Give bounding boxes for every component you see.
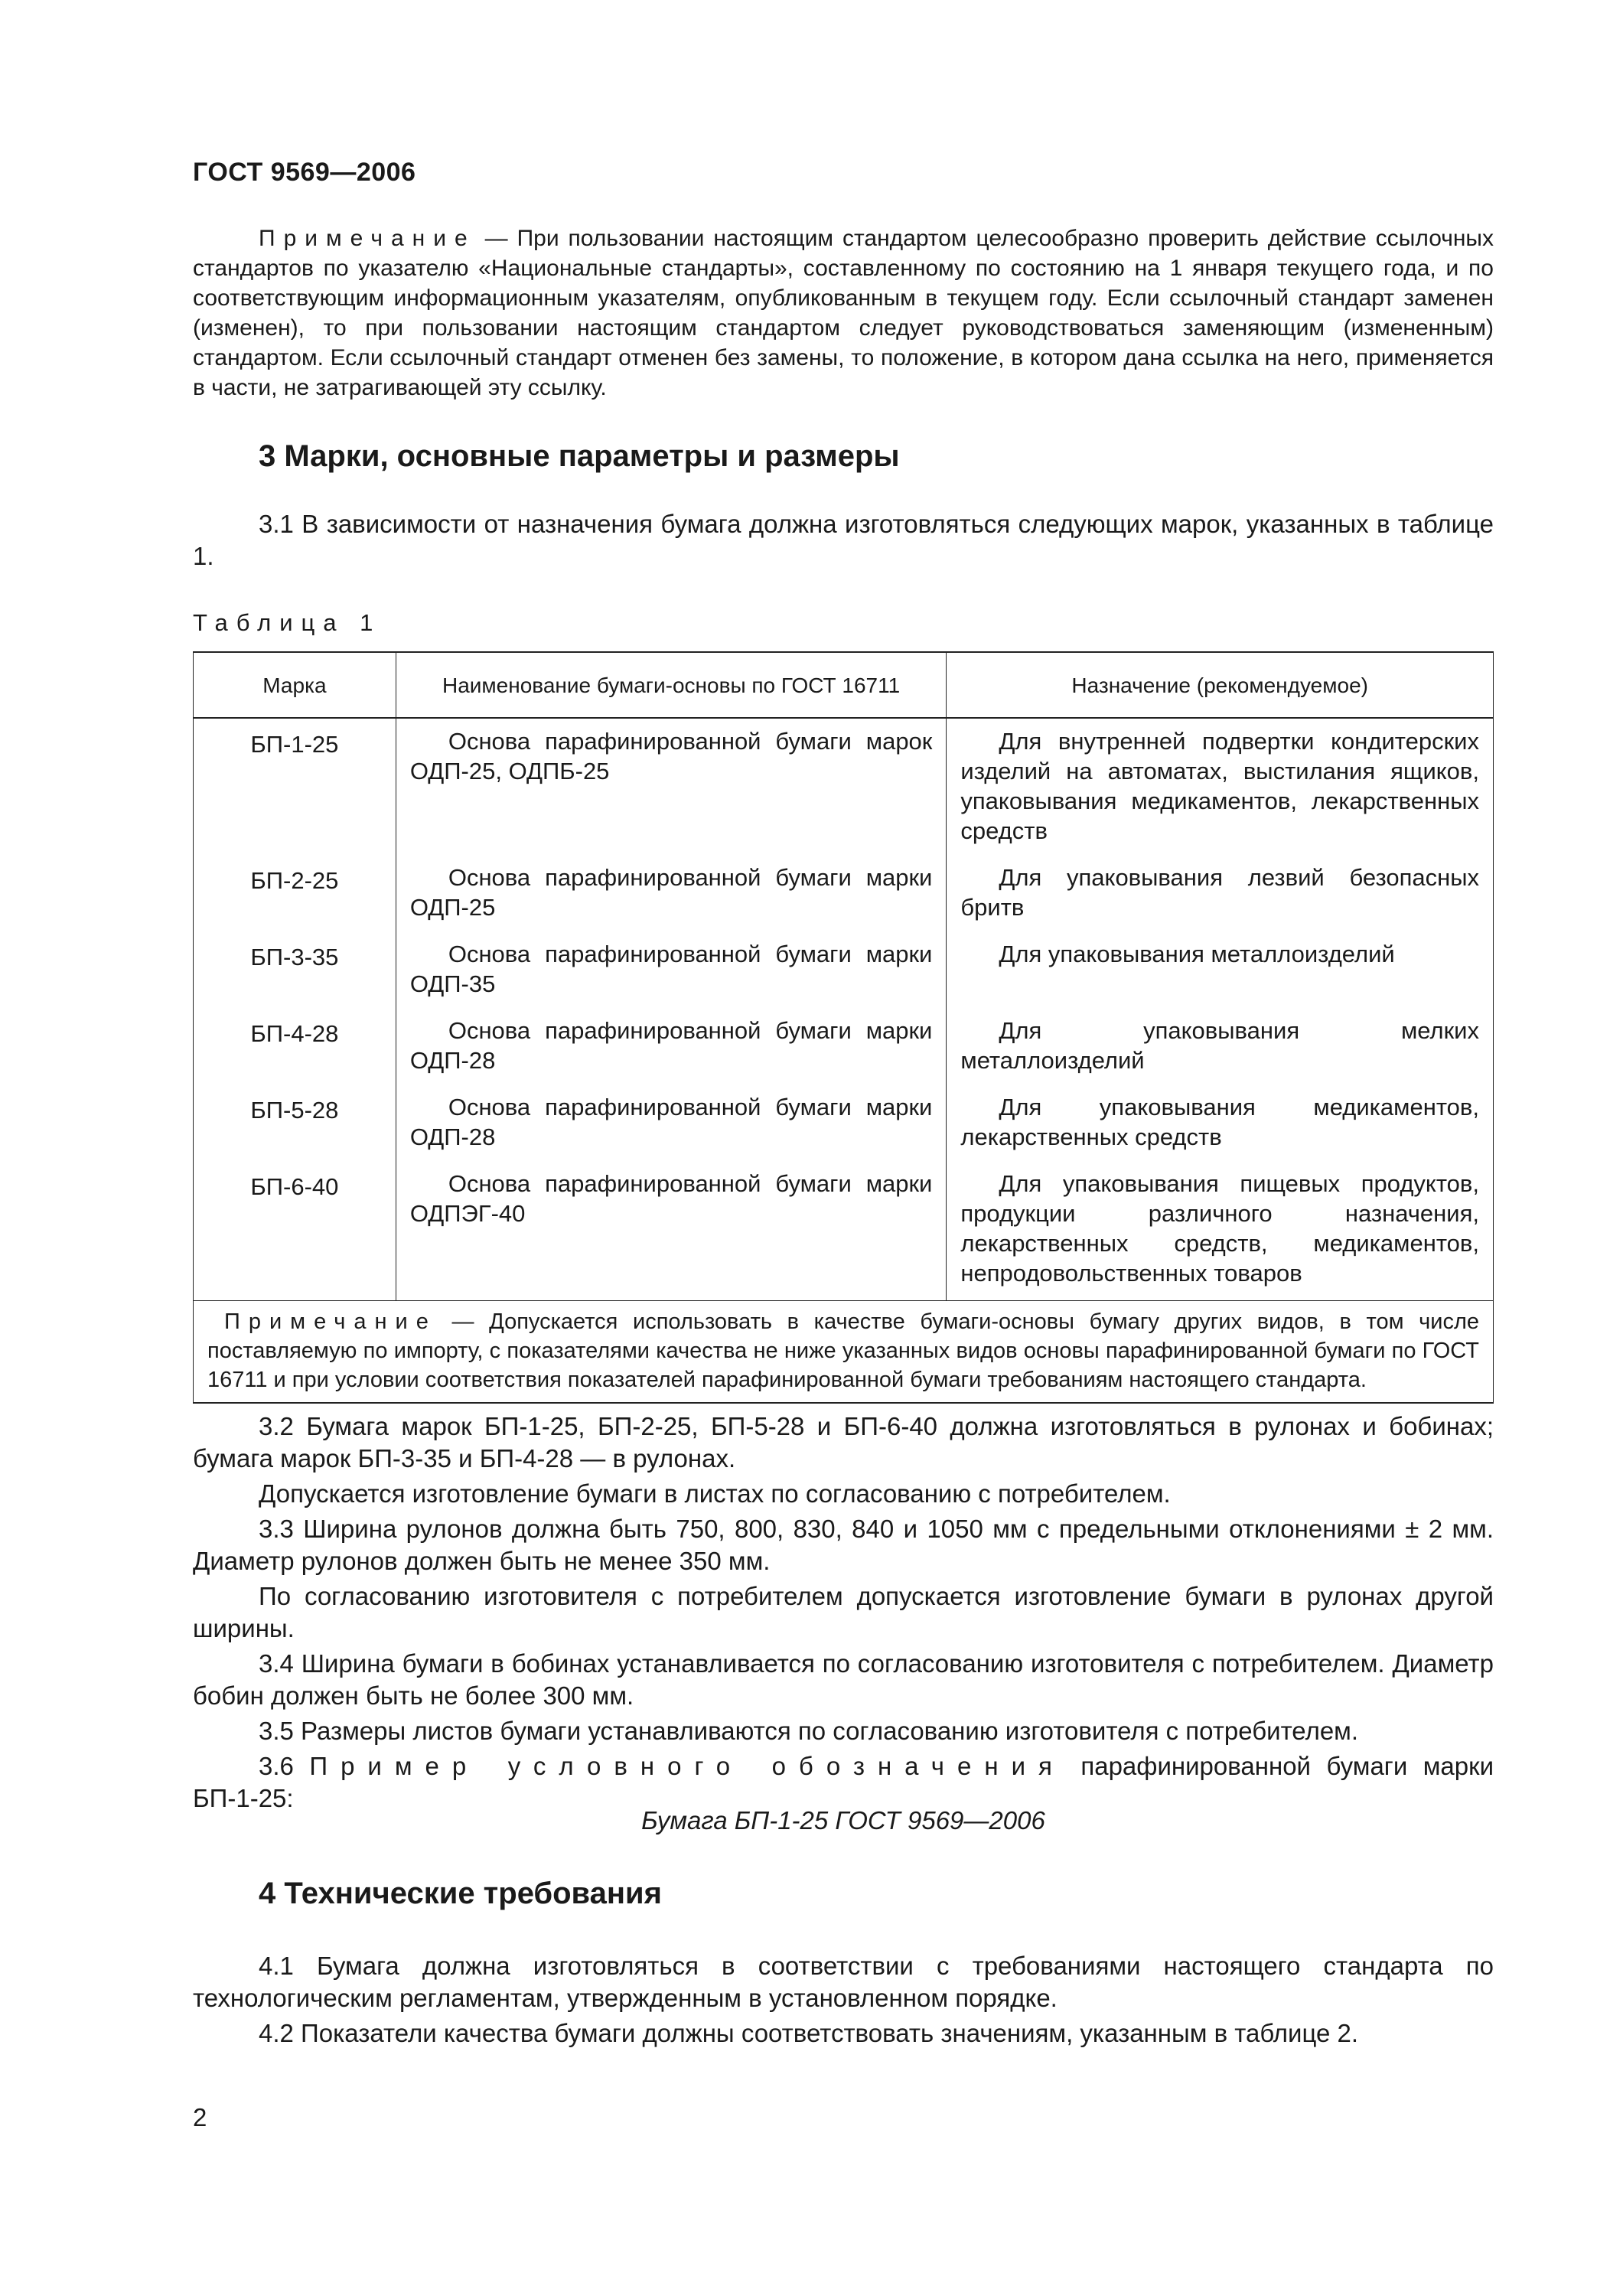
paragraph-3-1 bbox=[193, 508, 1494, 572]
paragraph-3-6-text: парафинированной бумаги марки БП-1-25: bbox=[193, 1752, 1494, 1812]
table-row bbox=[194, 855, 1494, 931]
cell-purpose: Для упаковывания мелких металлоизделий bbox=[947, 1008, 1494, 1084]
table-row bbox=[194, 1008, 1494, 1084]
cell-mark: БП-2-25 bbox=[194, 855, 396, 931]
cell-purpose: Для упаковывания медикаментов, лекарственных средств bbox=[947, 1084, 1494, 1161]
cell-purpose: Для упаковывания лезвий безопасных бритв bbox=[947, 855, 1494, 931]
cell-purpose: Для внутренней подвертки кондитерских изделий на автоматах, выстилания ящиков, упаковывания медикаментов, лекарственных средств bbox=[947, 718, 1494, 855]
paragraph-3-5: 3.5 Размеры листов бумаги устанавливаются по согласованию изготовителя с потребителем. bbox=[259, 1717, 1359, 1745]
column-header-mark: Марка bbox=[194, 652, 396, 718]
intro-note-label: Примечание bbox=[259, 226, 476, 251]
table-row bbox=[194, 931, 1494, 1008]
cell-base-paper: Основа парафинированной бумаги марки ОДПЭГ-40 bbox=[396, 1161, 947, 1301]
intro-note bbox=[193, 223, 1494, 403]
column-header-purpose: Назначение (рекомендуемое) bbox=[947, 652, 1494, 718]
cell-base-paper: Основа парафинированной бумаги марки ОДП-28 bbox=[396, 1008, 947, 1084]
cell-mark: БП-4-28 bbox=[194, 1008, 396, 1084]
table-header-row bbox=[194, 652, 1494, 718]
cell-base-paper: Основа парафинированной бумаги марки ОДП-25 bbox=[396, 855, 947, 931]
page-number: 2 bbox=[193, 2103, 207, 2131]
table-row bbox=[194, 1161, 1494, 1301]
cell-base-paper: Основа парафинированной бумаги марки ОДП-28 bbox=[396, 1084, 947, 1161]
table-row bbox=[194, 1084, 1494, 1161]
paragraph-4-2: 4.2 Показатели качества бумаги должны соответствовать значениям, указанным в таблице 2. bbox=[259, 2019, 1359, 2047]
cell-base-paper: Основа парафинированной бумаги марки ОДП-35 bbox=[396, 931, 947, 1008]
section-4-title: 4 Технические требования bbox=[259, 1877, 662, 1910]
cell-base-paper: Основа парафинированной бумаги марок ОДП-25, ОДПБ-25 bbox=[396, 718, 947, 855]
paragraph-3-2-continued: Допускается изготовление бумаги в листах по согласованию с потребителем. bbox=[259, 1479, 1171, 1508]
table-1 bbox=[193, 651, 1494, 1404]
cell-mark: БП-6-40 bbox=[194, 1161, 396, 1301]
paragraph-3-6-emphasis: Пример условного обозначения bbox=[309, 1752, 1065, 1780]
section-3-body bbox=[193, 1411, 1494, 1815]
table-1-caption: Таблица 1 bbox=[193, 609, 382, 636]
table-note-text: — Допускается использовать в качестве бумаги-основы бумагу других видов, в том числе поставляемую по импорту, с показателями качества не ниже указанных видов основы парафинированной бумаги по ГОСТ 16711 и при условии соответствия показателей парафинированной бумаги требованиям настоящего стандарта. bbox=[207, 1309, 1479, 1392]
paragraph-3-2: 3.2 Бумага марок БП-1-25, БП-2-25, БП-5-28 и БП-6-40 должна изготовляться в рулонах и бобинах; бумага марок БП-3-35 и БП-4-28 — в рулонах. bbox=[193, 1412, 1494, 1473]
cell-purpose: Для упаковывания металлоизделий bbox=[947, 931, 1494, 1008]
cell-mark: БП-3-35 bbox=[194, 931, 396, 1008]
paragraph-3-4: 3.4 Ширина бумаги в бобинах устанавливается по согласованию изготовителя с потребителем. Диаметр бобин должен быть не более 300 мм. bbox=[193, 1649, 1494, 1710]
table-note bbox=[194, 1301, 1494, 1404]
cell-purpose: Для упаковывания пищевых продуктов, продукции различного назначения, лекарственных средств, медикаментов, непродовольственных товаров bbox=[947, 1161, 1494, 1301]
table-note-row bbox=[194, 1301, 1494, 1404]
paragraph-3-3: 3.3 Ширина рулонов должна быть 750, 800, 830, 840 и 1050 мм с предельными отклонениями ± 2 мм. Диаметр рулонов должен быть не менее 350 мм. bbox=[193, 1515, 1494, 1575]
paragraph-3-1-text: 3.1 В зависимости от назначения бумага должна изготовляться следующих марок, указанных в таблице 1. bbox=[193, 510, 1494, 570]
document-code-header: ГОСТ 9569—2006 bbox=[193, 158, 416, 187]
paragraph-4-1: 4.1 Бумага должна изготовляться в соответствии с требованиями настоящего стандарта по технологическим регламентам, утвержденным в установленном порядке. bbox=[193, 1952, 1494, 2012]
paragraph-3-6 bbox=[193, 1750, 1494, 1815]
table-row bbox=[194, 718, 1494, 855]
column-header-base-paper: Наименование бумаги-основы по ГОСТ 16711 bbox=[396, 652, 947, 718]
cell-mark: БП-1-25 bbox=[194, 718, 396, 855]
paragraph-3-3-continued: По согласованию изготовителя с потребителем допускается изготовление бумаги в рулонах другой ширины. bbox=[193, 1582, 1494, 1642]
section-3-title: 3 Марки, основные параметры и размеры bbox=[259, 439, 900, 473]
table-note-label: Примечание bbox=[224, 1309, 437, 1334]
paragraph-3-6-number: 3.6 bbox=[259, 1752, 294, 1780]
section-4-body bbox=[193, 1950, 1494, 2050]
designation-example: Бумага БП-1-25 ГОСТ 9569—2006 bbox=[641, 1806, 1045, 1835]
cell-mark: БП-5-28 bbox=[194, 1084, 396, 1161]
intro-note-text: — При пользовании настоящим стандартом целесообразно проверить действие ссылочных стандартов по указателю «Национальные стандарты», составленному по состоянию на 1 января текущего года, и по соответствующим информационным указателям, опубликованным в текущем году. Если ссылочный стандарт заменен (изменен), то при пользовании настоящим стандартом следует руководствоваться заменяющим (измененным) стандартом. Если ссылочный стандарт отменен без замены, то положение, в котором дана ссылка на него, применяется в части, не затрагивающей эту ссылку. bbox=[193, 226, 1494, 400]
